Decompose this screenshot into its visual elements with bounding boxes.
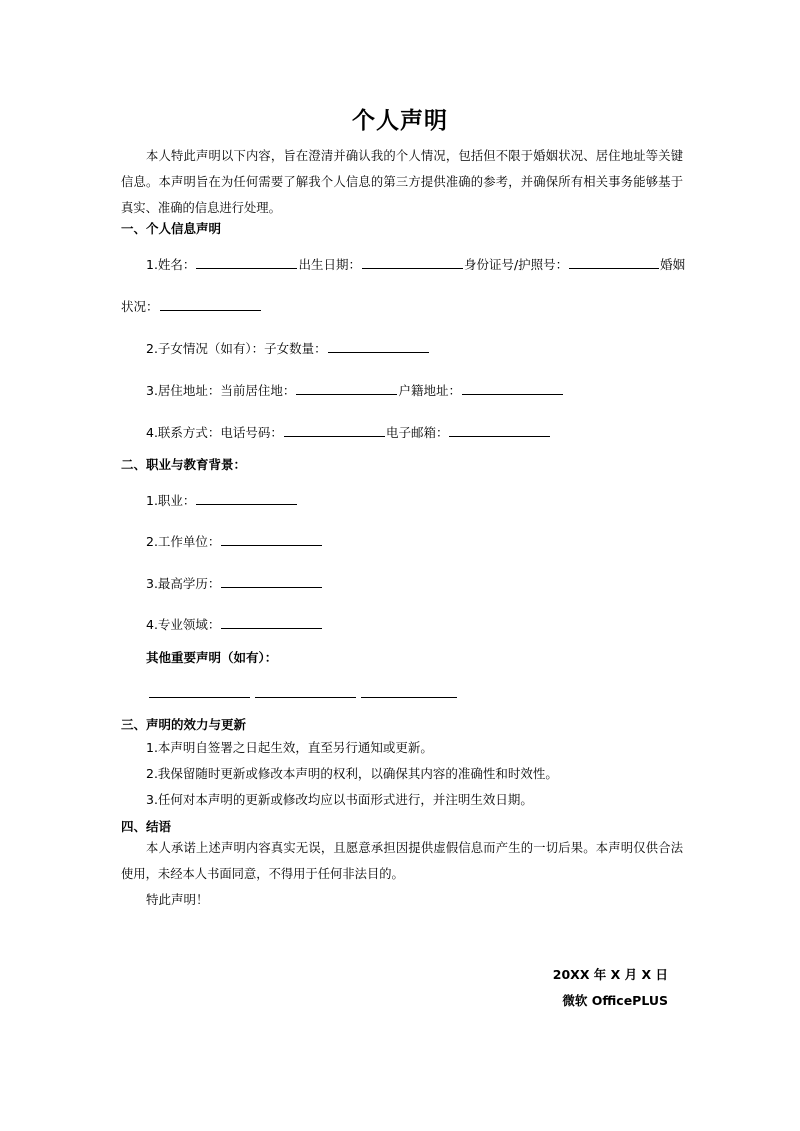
address-line xyxy=(146,381,564,398)
email-blank[interactable] xyxy=(449,423,550,437)
children-blank[interactable] xyxy=(328,339,429,353)
name-blank[interactable] xyxy=(196,255,297,269)
registered-address-label: 户籍地址： xyxy=(398,383,461,398)
validity-item-3: 3.任何对本声明的更新或修改均应以书面形式进行，并注明生效日期。 xyxy=(146,792,533,807)
marital-label-end: 状况： xyxy=(121,299,159,314)
phone-blank[interactable] xyxy=(284,423,385,437)
birth-label: 出生日期： xyxy=(298,257,361,272)
page-title: 个人声明 xyxy=(352,108,448,134)
education-blank[interactable] xyxy=(221,574,322,588)
validity-item-1: 1.本声明自签署之日起生效，直至另行通知或更新。 xyxy=(146,740,433,755)
other-blank-3[interactable] xyxy=(361,684,457,698)
marital-blank[interactable] xyxy=(160,297,261,311)
signature-org: 微软 OfficePLUS xyxy=(562,993,668,1008)
employer-label: 2.工作单位： xyxy=(146,534,221,549)
children-line xyxy=(146,339,430,356)
other-blank-2[interactable] xyxy=(255,684,356,698)
other-blank-1[interactable] xyxy=(149,684,250,698)
occupation-blank[interactable] xyxy=(196,491,297,505)
other-statement-blanks xyxy=(148,684,458,701)
signature-date: 20XX 年 X 月 X 日 xyxy=(552,967,668,982)
conclusion-paragraph: 本人承诺上述声明内容真实无误，且愿意承担因提供虚假信息而产生的一切后果。本声明仅供合法使用，未经本人书面同意，不得用于任何非法目的。 xyxy=(121,841,683,881)
email-label: 电子邮箱： xyxy=(385,425,449,440)
other-statement-heading: 其他重要声明（如有）： xyxy=(146,650,278,665)
birth-blank[interactable] xyxy=(362,255,463,269)
education-label: 3.最高学历： xyxy=(146,576,221,591)
major-label: 4.专业领域： xyxy=(146,617,221,632)
section1-heading: 一、个人信息声明 xyxy=(121,221,222,236)
marital-line xyxy=(121,297,262,314)
phone-label: 4.联系方式：电话号码： xyxy=(146,425,283,440)
employer-blank[interactable] xyxy=(221,532,322,546)
children-label: 2.子女情况（如有）：子女数量： xyxy=(146,341,327,356)
marital-label-start: 婚姻 xyxy=(660,257,686,272)
section3-heading: 三、声明的效力与更新 xyxy=(121,717,247,732)
validity-item-2: 2.我保留随时更新或修改本声明的权利，以确保其内容的准确性和时效性。 xyxy=(146,766,558,781)
section4-heading: 四、结语 xyxy=(121,819,172,834)
id-label: 身份证号/护照号： xyxy=(463,257,569,272)
employer-line xyxy=(146,532,323,549)
id-blank[interactable] xyxy=(569,255,659,269)
education-line xyxy=(146,574,323,591)
name-birth-id-line xyxy=(146,255,685,272)
occupation-label: 1.职业： xyxy=(146,493,196,508)
current-address-blank[interactable] xyxy=(296,381,397,395)
section2-heading: 二、职业与教育背景： xyxy=(121,457,247,472)
major-line xyxy=(146,615,323,632)
contact-line xyxy=(146,423,551,440)
registered-address-blank[interactable] xyxy=(462,381,563,395)
major-blank[interactable] xyxy=(221,615,322,629)
occupation-line xyxy=(146,491,298,508)
intro-paragraph: 本人特此声明以下内容，旨在澄清并确认我的个人情况，包括但不限于婚姻状况、居住地址等关键信息。本声明旨在为任何需要了解我个人信息的第三方提供准确的参考，并确保所有相关事务能够基于真实、准确的信息进行处理。 xyxy=(121,149,683,215)
closing-remark: 特此声明！ xyxy=(146,892,209,907)
name-label: 1.姓名： xyxy=(146,257,196,272)
current-address-label: 3.居住地址：当前居住地： xyxy=(146,383,296,398)
